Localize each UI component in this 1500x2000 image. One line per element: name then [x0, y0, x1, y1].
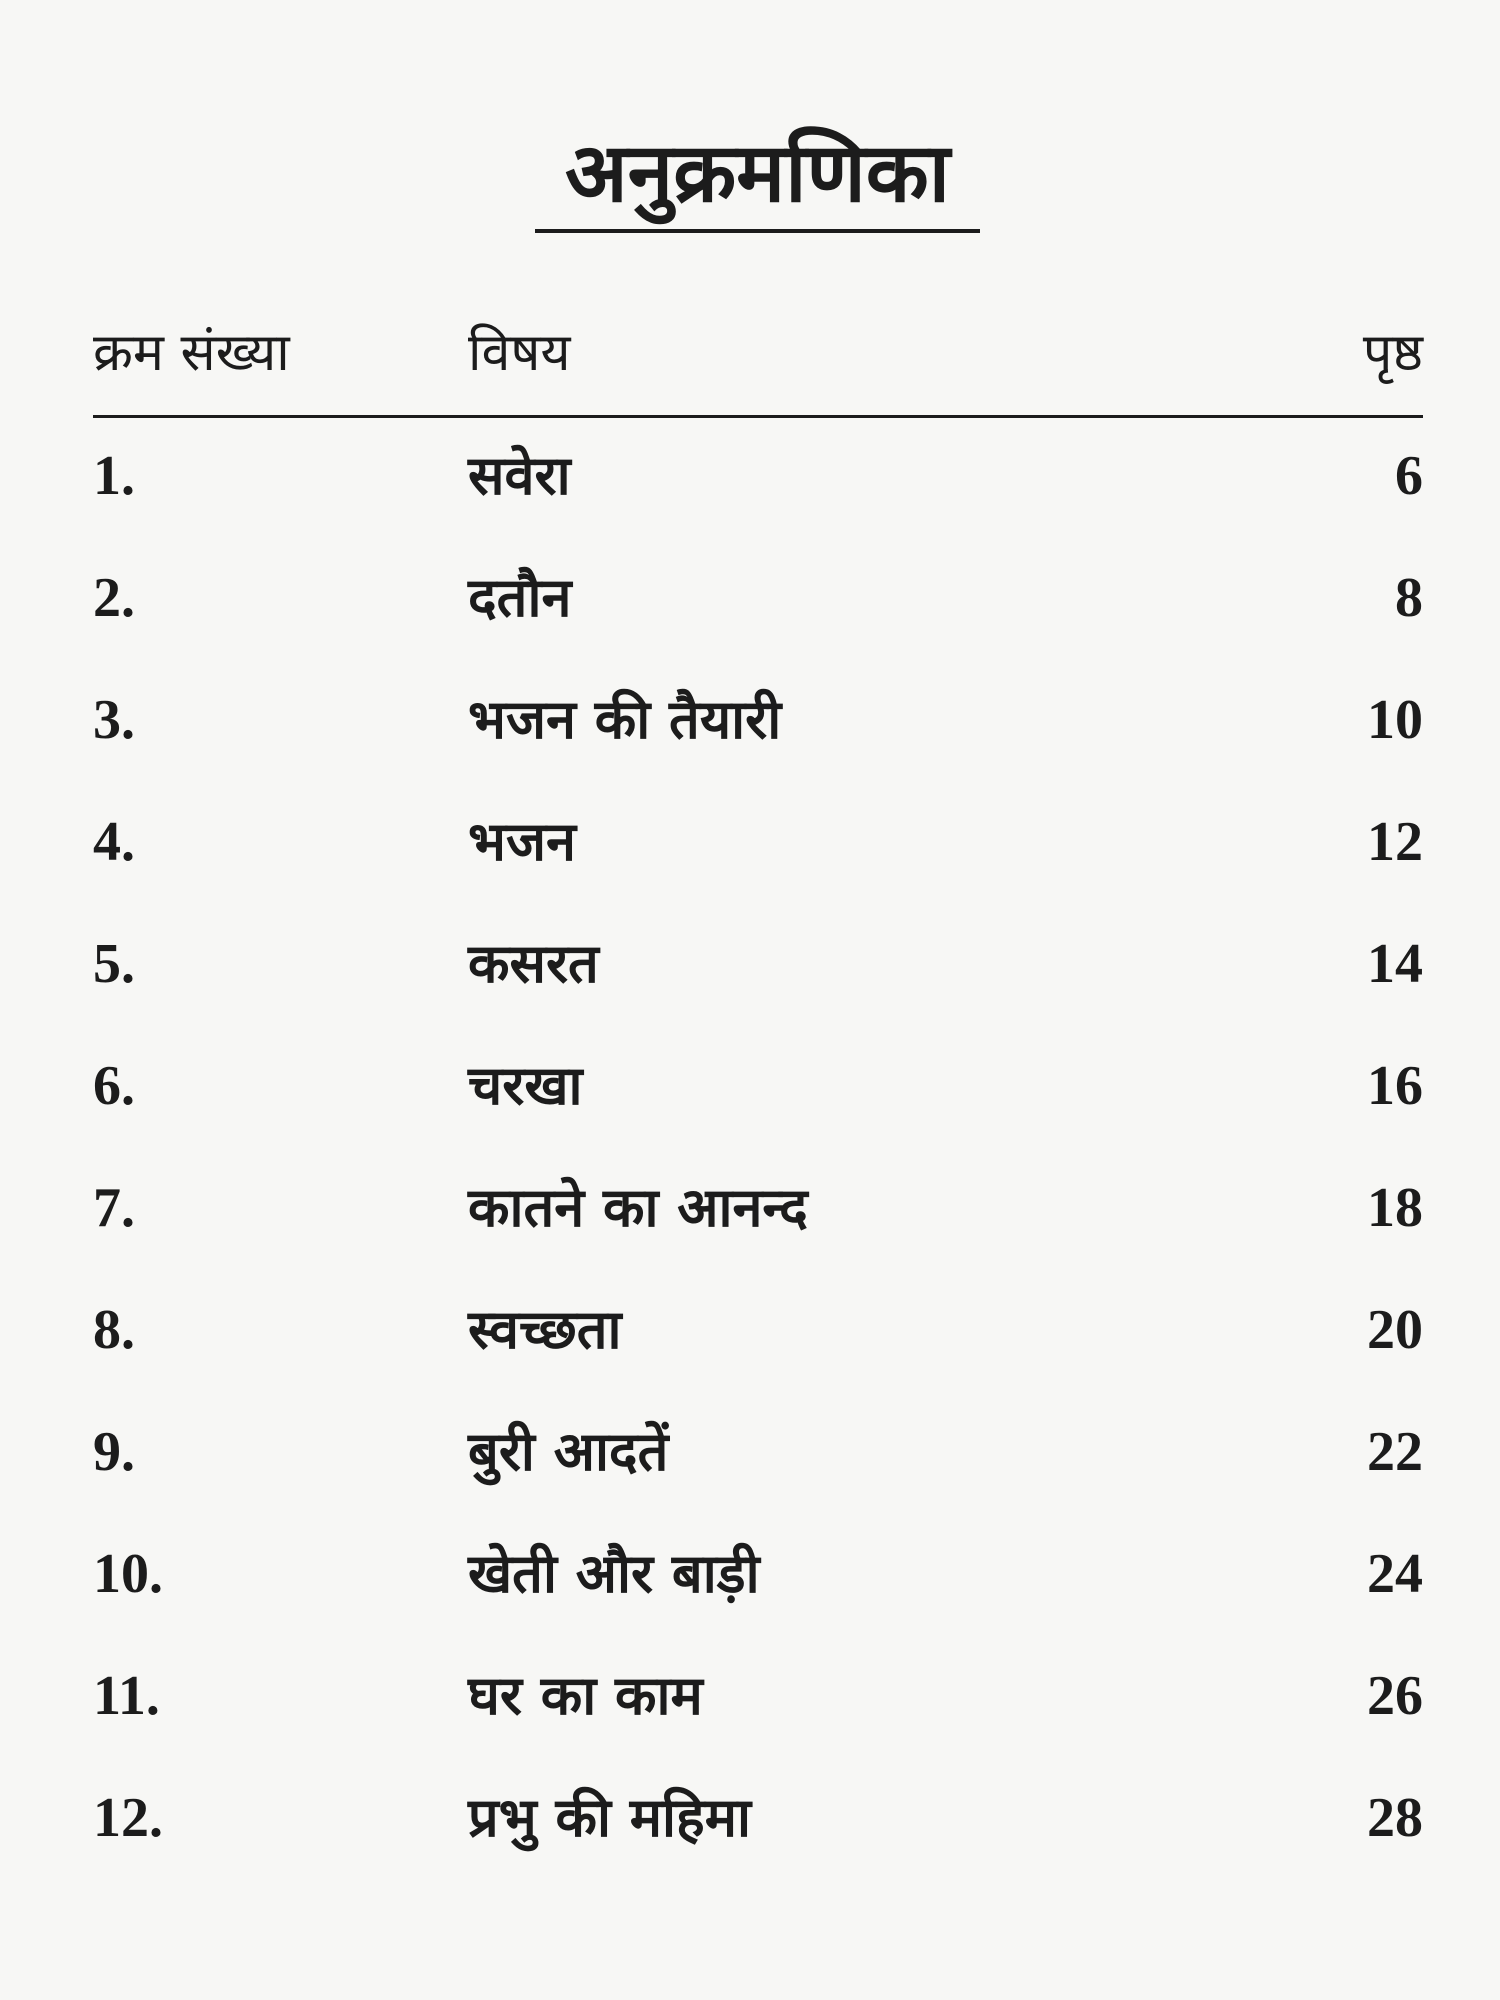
toc-row[interactable]	[93, 662, 1423, 784]
toc-page-number: 6	[1395, 445, 1423, 507]
toc-row[interactable]	[93, 418, 1423, 540]
toc-page-number: 20	[1367, 1299, 1423, 1361]
toc-row[interactable]	[93, 1150, 1423, 1272]
toc-page-number: 28	[1367, 1787, 1423, 1849]
toc-serial: 3.	[93, 689, 135, 751]
toc-serial: 5.	[93, 933, 135, 995]
toc-topic: कातने का आनन्द	[468, 1176, 808, 1239]
toc-row[interactable]	[93, 1516, 1423, 1638]
toc-topic: चरखा	[468, 1054, 583, 1117]
toc-serial: 12.	[93, 1787, 163, 1849]
toc-serial: 1.	[93, 445, 135, 507]
toc-row[interactable]	[93, 784, 1423, 906]
toc-topic: कसरत	[468, 932, 599, 995]
toc-serial: 2.	[93, 567, 135, 629]
toc-row[interactable]	[93, 1272, 1423, 1394]
column-header-page: पृष्ठ	[1362, 323, 1423, 383]
toc-topic: दतौन	[468, 566, 572, 629]
toc-serial: 11.	[93, 1665, 160, 1727]
toc-page-number: 16	[1367, 1055, 1423, 1117]
toc-page-number: 24	[1367, 1543, 1423, 1605]
toc-serial: 6.	[93, 1055, 135, 1117]
toc-topic: भजन	[468, 810, 576, 873]
toc-topic: स्वच्छता	[468, 1298, 622, 1361]
toc-list	[93, 418, 1423, 1898]
toc-serial: 7.	[93, 1177, 135, 1239]
toc-topic: खेती और बाड़ी	[468, 1542, 760, 1605]
column-header-serial: क्रम संख्या	[93, 323, 290, 383]
toc-page-number: 26	[1367, 1665, 1423, 1727]
toc-page-number: 12	[1367, 811, 1423, 873]
toc-topic: बुरी आदतें	[468, 1420, 669, 1483]
toc-page-number: 14	[1367, 933, 1423, 995]
toc-row[interactable]	[93, 906, 1423, 1028]
toc-serial: 10.	[93, 1543, 163, 1605]
page-title: अनुक्रमणिका	[535, 115, 980, 233]
toc-page-number: 8	[1395, 567, 1423, 629]
column-header-topic: विषय	[468, 323, 571, 383]
toc-row[interactable]	[93, 1028, 1423, 1150]
toc-topic: प्रभु की महिमा	[468, 1786, 751, 1849]
toc-row[interactable]	[93, 1760, 1423, 1882]
toc-serial: 4.	[93, 811, 135, 873]
toc-page-number: 10	[1367, 689, 1423, 751]
toc-row[interactable]	[93, 1638, 1423, 1760]
toc-topic: सवेरा	[468, 444, 571, 507]
toc-page-number: 18	[1367, 1177, 1423, 1239]
toc-topic: भजन की तैयारी	[468, 688, 782, 751]
toc-row[interactable]	[93, 1394, 1423, 1516]
toc-topic: घर का काम	[468, 1664, 703, 1727]
toc-page-number: 22	[1367, 1421, 1423, 1483]
toc-row[interactable]	[93, 540, 1423, 662]
table-header	[93, 310, 1423, 418]
toc-serial: 9.	[93, 1421, 135, 1483]
toc-serial: 8.	[93, 1299, 135, 1361]
